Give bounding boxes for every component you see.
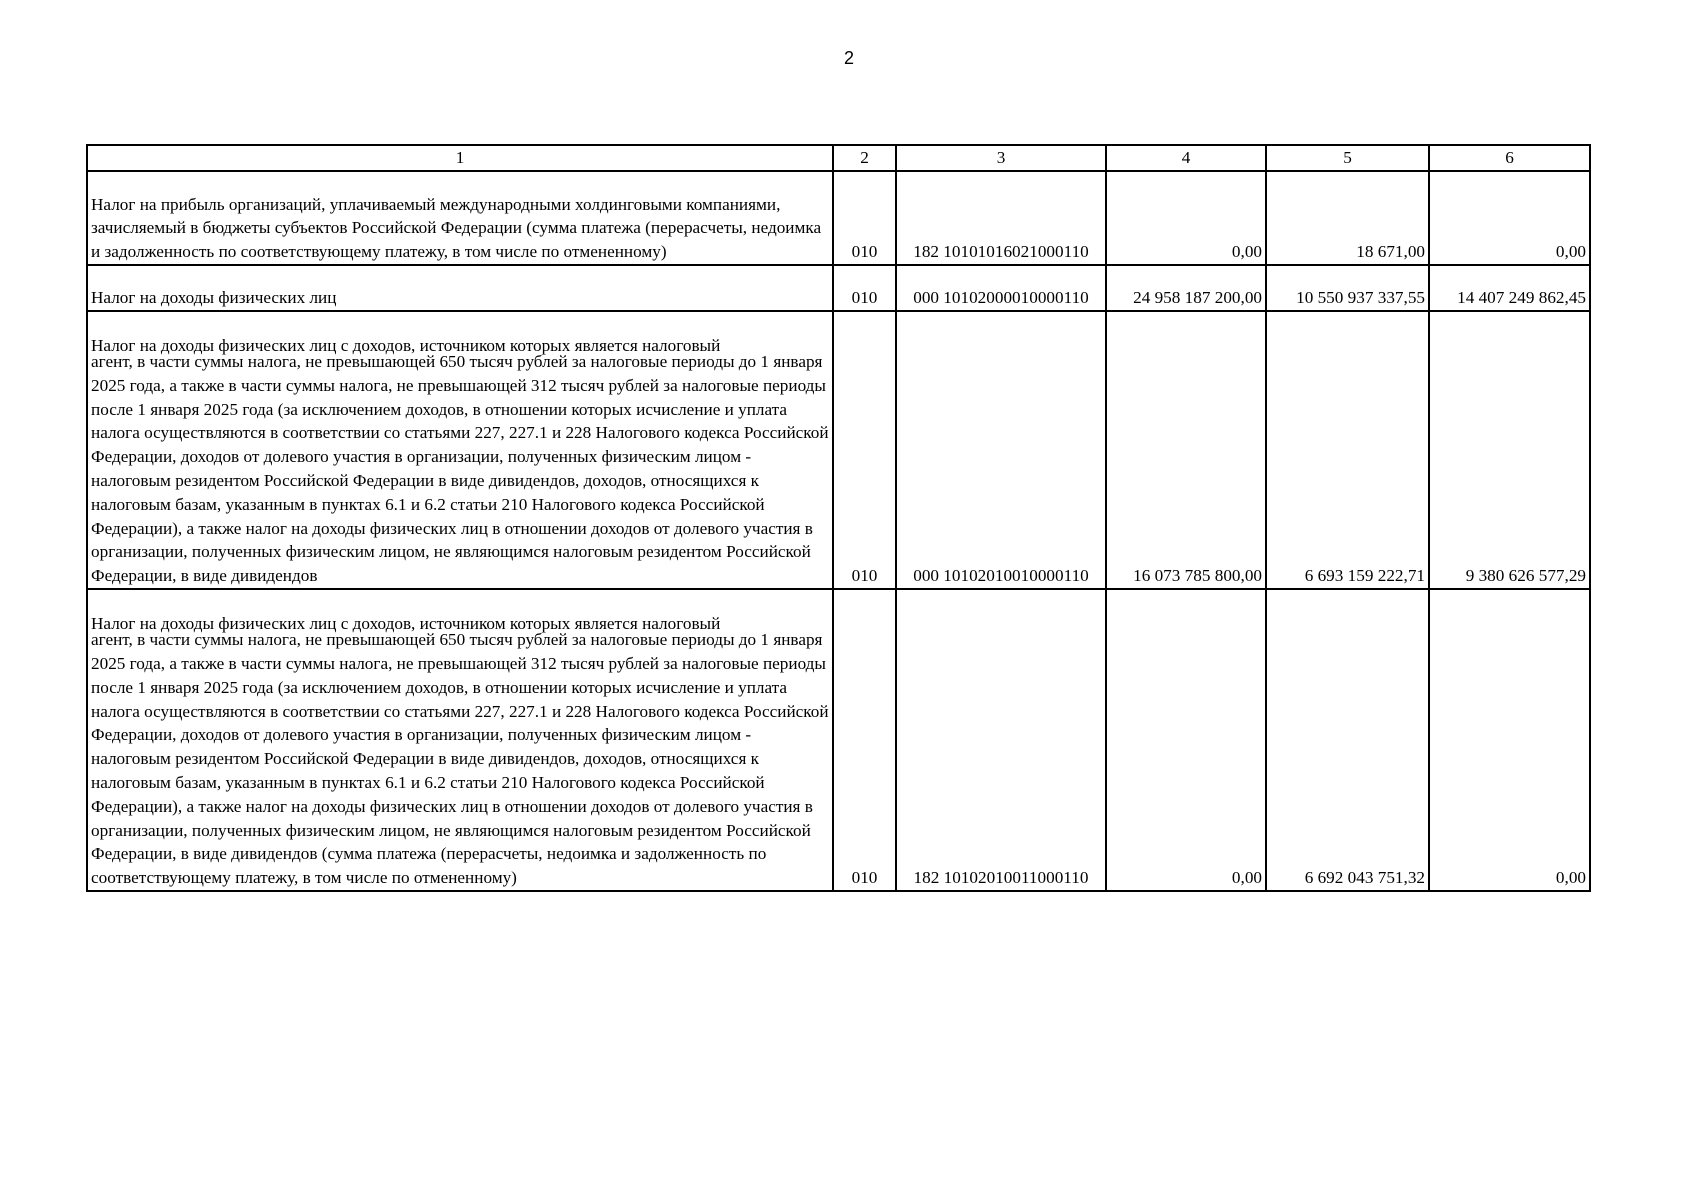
row-budget-code: 000 10102000010000110 [896,265,1106,311]
table-header-row [87,145,1590,171]
row-amount-col4: 0,00 [1106,171,1266,265]
row-line-code: 010 [833,171,896,265]
column-number-3: 3 [896,145,1106,171]
column-number-4: 4 [1106,145,1266,171]
table-row [87,589,1590,891]
row-amount-col6: 0,00 [1429,589,1590,891]
row-amount-col4: 0,00 [1106,589,1266,891]
row-amount-col4: 16 073 785 800,00 [1106,311,1266,589]
row-name-clipped-line: Налог на доходы физических лиц с доходов, источником которых является налоговый [91,336,721,356]
row-amount-col5: 6 692 043 751,32 [1266,589,1429,891]
row-amount-col5: 6 693 159 222,71 [1266,311,1429,589]
row-line-code: 010 [833,311,896,589]
row-name: Налог на доходы физических лиц с доходов, источником которых является налоговый агент, в части суммы налога, не превышающей 650 тысяч рублей за налоговые периоды до 1 января 2025 года, а также в части суммы налога, не превышающей 312 тысяч рублей за налоговые периоды после 1 января 2025 года (за исключением доходов, в отношении которых исчисление и уплата налога осуществляются в соответствии со статьями 227, 227.1 и 228 Налогового кодекса Российской Федерации, доходов от долевого участия в организации, полученных физическим лицом - налоговым резидентом Российской Федерации в виде дивидендов, доходов, относящихся к налоговым базам, указанным в пунктах 6.1 и 6.2 статьи 210 Налогового кодекса Российской Федерации), а также налог на доходы физических лиц в отношении доходов от долевого участия в организации, полученных физическим лицом, не являющимся налоговым резидентом Российской Федерации, в виде дивидендов [87,311,833,589]
row-name: Налог на доходы физических лиц [87,265,833,311]
column-number-6: 6 [1429,145,1590,171]
page-number: 2 [843,48,854,68]
column-number-1: 1 [87,145,833,171]
row-amount-col5: 10 550 937 337,55 [1266,265,1429,311]
table-row [87,171,1590,265]
row-budget-code: 000 10102010010000110 [896,311,1106,589]
row-budget-code: 182 10102010011000110 [896,589,1106,891]
row-line-code: 010 [833,589,896,891]
table-row [87,311,1590,589]
row-line-code: 010 [833,265,896,311]
row-amount-col6: 0,00 [1429,171,1590,265]
table-row [87,265,1590,311]
column-number-2: 2 [833,145,896,171]
row-name: Налог на доходы физических лиц с доходов, источником которых является налоговый агент, в части суммы налога, не превышающей 650 тысяч рублей за налоговые периоды до 1 января 2025 года, а также в части суммы налога, не превышающей 312 тысяч рублей за налоговые периоды после 1 января 2025 года (за исключением доходов, в отношении которых исчисление и уплата налога осуществляются в соответствии со статьями 227, 227.1 и 228 Налогового кодекса Российской Федерации, доходов от долевого участия в организации, полученных физическим лицом - налоговым резидентом Российской Федерации в виде дивидендов, доходов, относящихся к налоговым базам, указанным в пунктах 6.1 и 6.2 статьи 210 Налогового кодекса Российской Федерации), а также налог на доходы физических лиц в отношении доходов от долевого участия в организации, полученных физическим лицом, не являющимся налоговым резидентом Российской Федерации, в виде дивидендов (сумма платежа (перерасчеты, недоимка и задолженность по соответствующему платежу, в том числе по отмененному) [87,589,833,891]
row-amount-col6: 14 407 249 862,45 [1429,265,1590,311]
row-amount-col4: 24 958 187 200,00 [1106,265,1266,311]
column-number-5: 5 [1266,145,1429,171]
row-amount-col5: 18 671,00 [1266,171,1429,265]
row-name-clipped-line: Налог на доходы физических лиц с доходов, источником которых является налоговый [91,614,721,634]
row-amount-col6: 9 380 626 577,29 [1429,311,1590,589]
row-budget-code: 182 10101016021000110 [896,171,1106,265]
income-report-table [86,144,1591,892]
row-name: Налог на прибыль организаций, уплачиваемый международными холдинговыми компаниями, зачисляемый в бюджеты субъектов Российской Федерации (сумма платежа (перерасчеты, недоимка и задолженность по соответствующему платежу, в том числе по отмененному) [87,171,833,265]
